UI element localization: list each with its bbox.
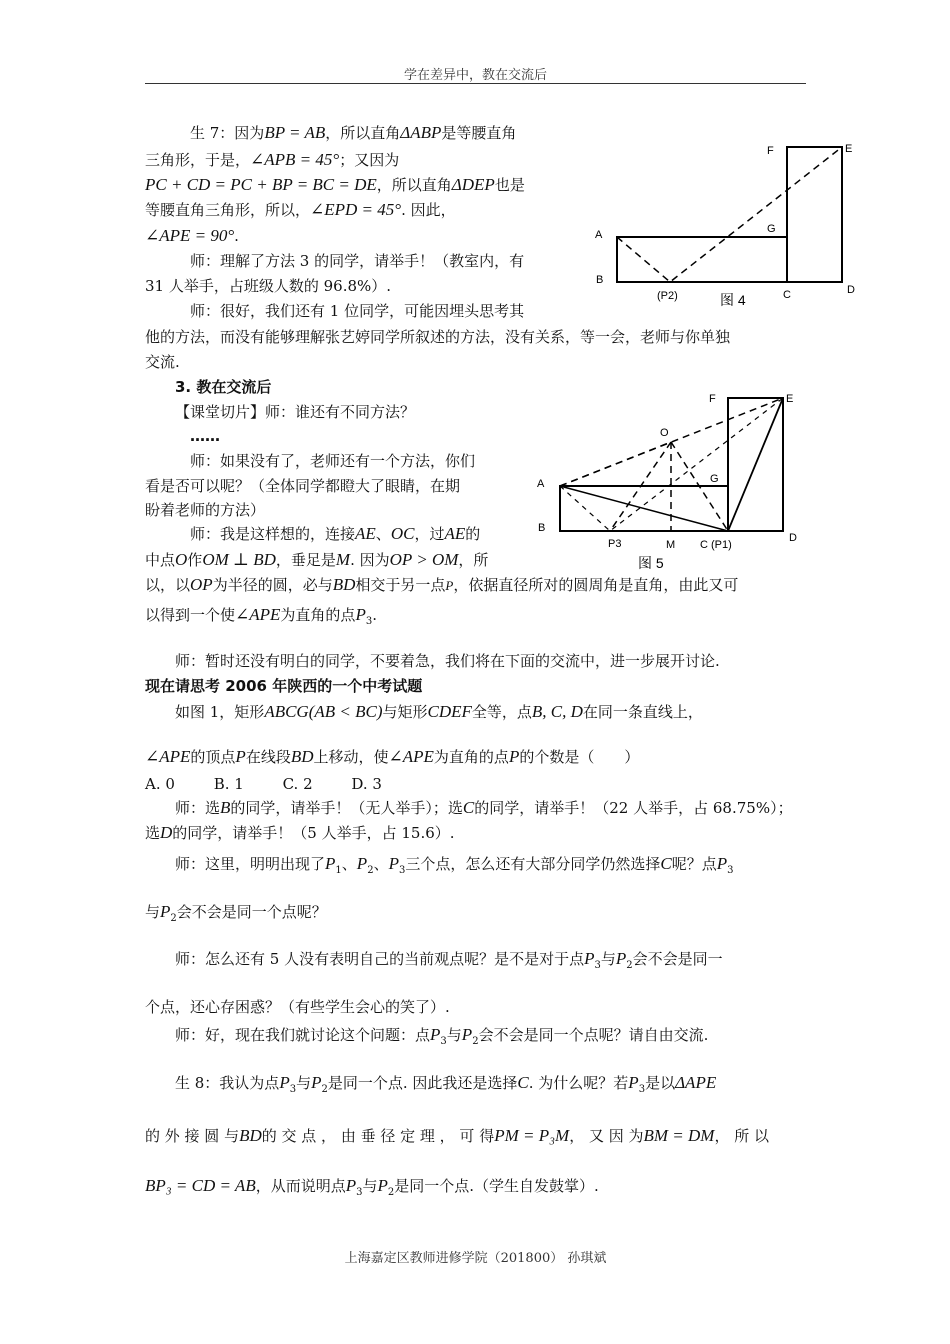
subscript: 2 <box>472 1036 479 1047</box>
math: C <box>517 1073 529 1092</box>
s4-line13 <box>145 1127 769 1145</box>
label-p2: (P2) <box>657 290 678 302</box>
math: P <box>355 605 366 624</box>
s1-line7: 31 人举手，占班级人数的 96.8%）. <box>145 277 392 295</box>
math: ∠APE <box>235 605 281 624</box>
option-a: A. 0 <box>145 775 175 793</box>
s4-line14 <box>145 1177 599 1202</box>
subscript: 2 <box>626 960 633 971</box>
text: 呢？点 <box>671 855 717 873</box>
label-b: B <box>538 522 546 534</box>
text: ；又因为 <box>339 151 400 169</box>
text: 为半径的圆，必与 <box>212 576 333 594</box>
math: P <box>377 1176 388 1195</box>
math: BD <box>239 1126 262 1145</box>
text: ， 所 以 <box>714 1127 770 1145</box>
figure-4 <box>590 140 870 310</box>
math: D <box>160 823 173 842</box>
text: 相交于另一点 <box>355 576 446 594</box>
math: P <box>388 854 399 873</box>
text: 会不会是同一 <box>632 950 723 968</box>
text: 作 <box>187 551 203 569</box>
text: 生 8：我认为点 <box>175 1074 280 1092</box>
text: 为直角的点 <box>280 606 356 624</box>
text: 三角形，于是， <box>145 151 251 169</box>
option-b: B. 1 <box>213 775 244 793</box>
label-e: E <box>845 143 853 155</box>
figure-5 <box>530 388 810 573</box>
subscript: 3 <box>440 1036 447 1047</box>
label-a: A <box>595 229 603 241</box>
text: 师：好，现在我们就讨论这个问题：点 <box>175 1026 431 1044</box>
label-e: E <box>786 393 794 405</box>
text: 选 <box>145 824 161 842</box>
text: ， 又 因 为 <box>569 1127 644 1145</box>
text: 等腰直角三角形，所以， <box>145 201 311 219</box>
math: P <box>430 1025 441 1044</box>
label-p3: P3 <box>608 538 622 550</box>
s3-line1: 【课堂切片】师：谁还有不同方法？ <box>175 403 416 421</box>
text: 生 7：因为 <box>190 124 265 142</box>
math: PM = P₃M <box>494 1126 570 1145</box>
text: 师：选 <box>175 799 221 817</box>
text: 会不会是同一个点呢？ <box>176 903 327 921</box>
dashed-ao <box>560 442 671 486</box>
label-f: F <box>767 145 774 157</box>
math: O <box>175 550 188 569</box>
math: BP₃ = CD = AB <box>145 1176 256 1195</box>
label-c: C <box>783 289 791 301</box>
text: ，过 <box>414 525 445 543</box>
s3-line4: 看是否可以呢？（全体同学都瞪大了眼睛，在期 <box>145 477 461 495</box>
s3-line8 <box>145 576 738 595</box>
math: OC <box>390 524 415 543</box>
s4-line7: 师：这里，明明出现了$P_1$、$P_2$、$P_3$三个点，怎么还有大部分同学仍然选择C呢？点$P_3$ <box>175 854 734 876</box>
math: OM ⊥ BD <box>202 550 276 569</box>
subscript: 3 <box>727 865 734 876</box>
line-ce <box>728 398 783 531</box>
caption-fig5: 图 5 <box>638 555 664 571</box>
s1-line2 <box>145 151 399 169</box>
text: 与 <box>600 950 616 968</box>
text: 三个点，怎么还有大部分同学仍然选择 <box>405 855 661 873</box>
text: 、 <box>375 525 391 543</box>
subscript: 1 <box>335 865 342 876</box>
text: 全等，点 <box>471 703 532 721</box>
s1-line10: 交流. <box>145 353 180 371</box>
math: P <box>160 902 171 921</box>
text: ，所 <box>458 551 489 569</box>
text: 的顶点 <box>190 748 236 766</box>
text: 与 <box>446 1026 462 1044</box>
math: ∠APE <box>388 747 434 766</box>
label-b: B <box>596 274 604 286</box>
text: ，从而说明点 <box>255 1177 346 1195</box>
subscript: 2 <box>367 865 374 876</box>
subscript: 2 <box>387 1187 395 1198</box>
math: P <box>279 1073 290 1092</box>
s4-line3 <box>175 703 703 721</box>
header-rule <box>145 83 806 84</box>
math: ΔDEP <box>451 175 495 194</box>
s4-line10: 个点，还心存困惑？（有些学生会心的笑了）. <box>145 998 450 1016</box>
text: ，所以直角 <box>376 176 452 194</box>
math: BD <box>332 575 356 594</box>
label-o: O <box>660 427 669 439</box>
s1-line6: 师：理解了方法 3 的同学，请举手！（教室内，有 <box>190 252 525 270</box>
math: ∠APB = 45° <box>250 150 340 169</box>
text: ，垂足是 <box>275 551 336 569</box>
s4-line9 <box>175 950 723 975</box>
math: BP = AB <box>264 123 326 142</box>
text: 是同一个点.（学生自发鼓掌）. <box>394 1177 599 1195</box>
text: 与 <box>296 1074 312 1092</box>
text: 的同学，请举手！（无人举手）；选 <box>230 799 463 817</box>
s3-line7 <box>145 551 488 569</box>
label-d: D <box>847 284 855 296</box>
text: 与 <box>145 903 161 921</box>
text: 的 外 接 圆 与 <box>145 1127 240 1145</box>
math: AE <box>355 524 376 543</box>
math: C <box>660 854 672 873</box>
subscript: 3 <box>356 1187 363 1198</box>
math: ABCG(AB < BC) <box>264 702 383 721</box>
subscript: 3 <box>289 1084 297 1095</box>
math: P <box>615 949 627 968</box>
s4-line4 <box>145 748 639 766</box>
subscript: 3 <box>638 1084 646 1095</box>
math: P <box>325 854 336 873</box>
math: ΔAPE <box>675 1073 717 1092</box>
text: 会不会是同一个点呢？请自由交流. <box>478 1026 709 1044</box>
rect-cdef <box>787 147 842 282</box>
caption-fig4: 图 4 <box>720 292 746 308</box>
text: ，所以直角 <box>325 124 401 142</box>
math: BM = DM <box>643 1126 715 1145</box>
math: PC + CD = PC + BP = BC = DE <box>145 175 377 194</box>
text: ，依据直径所对的圆周角是直角，由此又可 <box>453 576 739 594</box>
s1-line8: 师：很好，我们还有 1 位同学，可能因埋头思考其 <box>190 302 525 320</box>
text: 师：这里，明明出现了 <box>175 855 326 873</box>
dashed-ap3e <box>560 398 783 531</box>
math: B <box>220 798 231 817</box>
text: 中点 <box>145 551 176 569</box>
text: 师：怎么还有 5 人没有表明自己的当前观点呢？是不是对于点 <box>175 950 585 968</box>
text: 以，以 <box>145 576 191 594</box>
option-d: D. 3 <box>351 775 382 793</box>
text: 是以 <box>645 1074 676 1092</box>
s3-line9 <box>145 606 377 631</box>
text: . 为什么呢？若 <box>528 1074 629 1092</box>
s4-line2: 现在请思考 2006 年陕西的一个中考试题 <box>145 677 423 695</box>
math: P <box>345 1176 357 1195</box>
math: OP <box>190 575 213 594</box>
math: P <box>508 747 520 766</box>
label-g: G <box>710 473 719 485</box>
page-header: 学在差异中，教在交流后 <box>403 68 547 83</box>
math: B, C, D <box>531 702 583 721</box>
s3-line5: 盼着老师的方法） <box>145 501 266 519</box>
text: 是等腰直角 <box>441 124 517 142</box>
math: ∠APE = 90° <box>145 226 235 245</box>
text: 与矩形 <box>382 703 428 721</box>
s1-line3 <box>145 176 525 194</box>
text: 的个数是（ ） <box>519 748 640 766</box>
text: 的同学，请举手！（5 人举手，占 15.6）. <box>172 824 455 842</box>
math: BD <box>290 747 314 766</box>
math: P <box>461 1025 473 1044</box>
section-heading: 3. 教在交流后 <box>175 378 272 396</box>
s4-line12 <box>175 1074 716 1099</box>
label-d: D <box>789 532 797 544</box>
text: 以得到一个使 <box>145 606 236 624</box>
math: ΔABP <box>400 123 442 142</box>
label-f: F <box>709 393 716 405</box>
text: 也是 <box>494 176 525 194</box>
s4-line11 <box>175 1026 708 1051</box>
math: ∠EPD = 45° <box>310 200 402 219</box>
math: ∠APE <box>145 747 191 766</box>
math: P <box>716 854 728 873</box>
page-footer: 上海嘉定区教师进修学院（201800） 孙琪斌 <box>344 1251 607 1266</box>
text: . <box>372 606 377 624</box>
math: P <box>311 1073 322 1092</box>
s4-line5 <box>175 799 793 817</box>
label-a: A <box>537 478 545 490</box>
answer-options <box>145 775 382 793</box>
label-c: C (P1) <box>700 539 732 551</box>
s1-line1 <box>190 124 516 142</box>
s4-line6 <box>145 824 455 842</box>
s3-line6 <box>190 525 480 543</box>
text: 的同学，请举手！（22 人举手，占 68.75%）； <box>474 799 793 817</box>
text: 是同一个点. 因此我还是选择 <box>327 1074 518 1092</box>
s4-line8 <box>145 903 327 928</box>
subscript: 3 <box>398 865 406 876</box>
subscript: 3 <box>365 616 373 627</box>
text: 的 <box>465 525 481 543</box>
s1-line5 <box>145 227 239 245</box>
subscript: 2 <box>170 913 177 924</box>
subscript: 2 <box>321 1084 328 1095</box>
rect-abcg <box>617 237 787 282</box>
text: . <box>234 227 239 245</box>
s4-line1: 师：暂时还没有明白的同学，不要着急，我们将在下面的交流中，进一步展开讨论. <box>175 652 720 670</box>
math: CDEF <box>427 702 472 721</box>
text: . 因此， <box>401 201 456 219</box>
math: P <box>445 578 454 593</box>
math: C <box>462 798 475 817</box>
math: P <box>628 1073 639 1092</box>
math: P <box>356 854 368 873</box>
math: M <box>335 550 351 569</box>
text: 在同一条直线上， <box>582 703 703 721</box>
math: OP > OM <box>389 550 459 569</box>
s3-line3: 师：如果没有了，老师还有一个方法，你们 <box>190 452 476 470</box>
text: 与 <box>362 1177 378 1195</box>
s1-line4 <box>145 201 456 219</box>
option-c: C. 2 <box>282 775 313 793</box>
s3-line2: …… <box>190 427 220 445</box>
s1-line9: 他的方法，而没有能够理解张艺婷同学所叙述的方法，没有关系，等一会，老师与你单独 <box>145 328 731 346</box>
text: 为直角的点 <box>433 748 509 766</box>
text: 在线段 <box>245 748 291 766</box>
text: 如图 1，矩形 <box>175 703 265 721</box>
dashed-ape <box>617 147 842 282</box>
text: . 因为 <box>350 551 390 569</box>
math: AE <box>444 524 466 543</box>
text: 师：我是这样想的，连接 <box>190 525 356 543</box>
label-g: G <box>767 223 776 235</box>
math: P <box>235 747 246 766</box>
math: P <box>584 949 595 968</box>
label-m: M <box>666 539 676 551</box>
subscript: 3 <box>594 960 601 971</box>
text: 上移动，使 <box>313 748 389 766</box>
text: 的 交 点 ， 由 垂 径 定 理 ， 可 得 <box>261 1127 495 1145</box>
